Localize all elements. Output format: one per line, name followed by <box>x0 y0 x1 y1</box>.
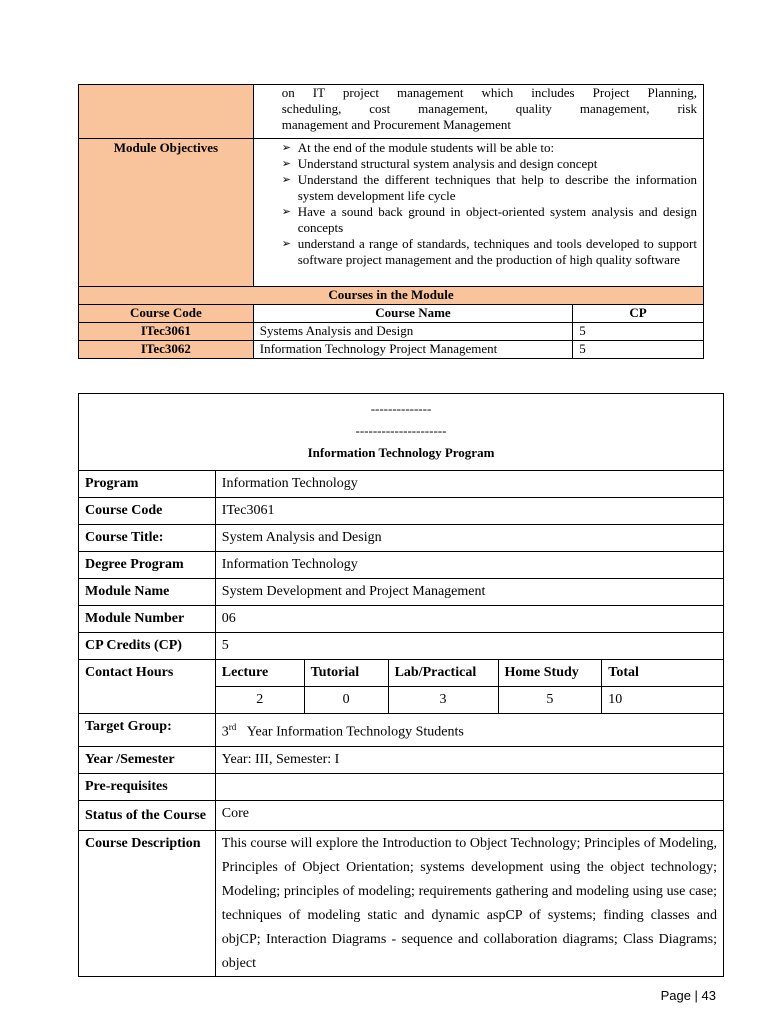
objective-item: ➢ understand a range of standards, techniques and tools developed to support software project management and the production of high quality software <box>281 236 697 267</box>
arrow-bullet-icon: ➢ <box>281 157 291 170</box>
intro-line: scheduling, cost management, quality management, risk <box>281 101 697 116</box>
info-row <box>79 773 724 800</box>
courses-heading: Courses in the Module <box>79 287 704 305</box>
info-row <box>79 746 724 773</box>
objectives-label: Module Objectives <box>79 139 254 287</box>
contact-hours-col: Home Study <box>498 660 602 687</box>
objectives-list <box>282 140 697 268</box>
row-value: Information Technology <box>215 471 723 498</box>
contact-hours-value: 0 <box>304 687 388 714</box>
contact-hours-col: Tutorial <box>304 660 388 687</box>
contact-hours-value: 10 <box>602 687 724 714</box>
objective-item: ➢ Understand structural system analysis and design concept <box>281 156 598 171</box>
header-dashes: -------------- <box>370 401 432 416</box>
info-row <box>79 471 724 498</box>
row-value: System Development and Project Management <box>215 579 723 606</box>
course-name: Information Technology Project Management <box>253 341 572 359</box>
row-key: Module Number <box>79 606 216 633</box>
info-row <box>79 606 724 633</box>
program-title: Information Technology Program <box>307 445 495 460</box>
course-code: ITec3061 <box>79 323 254 341</box>
intro-line: on IT project management which includes Project Planning, <box>281 85 697 100</box>
course-row <box>79 341 704 359</box>
row-value: ITec3061 <box>215 498 723 525</box>
info-row <box>79 525 724 552</box>
row-key: Target Group: <box>79 714 216 747</box>
target-group-value: 3rd Year Information Technology Students <box>215 714 723 747</box>
objectives-cell <box>253 139 703 287</box>
module-intro <box>253 85 703 139</box>
row-key: Degree Program <box>79 552 216 579</box>
contact-hours-value: 2 <box>215 687 304 714</box>
course-description: This course will explore the Introduction to Object Technology; Principles of Modeling, Principles of Object Orientation; systems development using the object technology; Modeling; principles of modeling; requirements gathering and modeling using use case; techniques of modeling static and dynamic aspCP of systems; finding classes and objCP; Interaction Diagrams - sequence and collaboration diagrams; Class Diagrams; object <box>215 830 723 976</box>
info-row <box>79 498 724 525</box>
row-value <box>215 773 723 800</box>
contact-hours-label: Contact Hours <box>79 660 216 714</box>
page-number: Page | 43 <box>660 988 716 1003</box>
course-row <box>79 323 704 341</box>
course-header <box>79 394 724 471</box>
contact-hours-col: Total <box>602 660 724 687</box>
row-key: Pre-requisites <box>79 773 216 800</box>
row-value: Information Technology <box>215 552 723 579</box>
info-row <box>79 579 724 606</box>
col-header-code: Course Code <box>79 305 254 323</box>
row-key: Course Description <box>79 830 216 976</box>
arrow-bullet-icon: ➢ <box>281 141 291 154</box>
row-value: 5 <box>215 633 723 660</box>
contact-hours-header-row <box>79 660 724 687</box>
row-key: CP Credits (CP) <box>79 633 216 660</box>
contact-hours-col: Lab/Practical <box>388 660 498 687</box>
module-table <box>78 84 704 359</box>
info-row <box>79 800 724 830</box>
row-value: Core <box>215 800 723 830</box>
row-value: 06 <box>215 606 723 633</box>
row-value: Year: III, Semester: I <box>215 746 723 773</box>
objective-item: ➢ Understand the different techniques that help to describe the information system development life cycle <box>281 172 697 203</box>
course-cp: 5 <box>573 341 704 359</box>
objective-item: ➢ Have a sound back ground in object-oriented system analysis and design concepts <box>281 204 697 235</box>
arrow-bullet-icon: ➢ <box>281 173 291 186</box>
course-detail-table <box>78 393 724 977</box>
info-row <box>79 830 724 976</box>
row-key: Module Name <box>79 579 216 606</box>
row-value: System Analysis and Design <box>215 525 723 552</box>
course-cp: 5 <box>573 323 704 341</box>
course-name: Systems Analysis and Design <box>253 323 572 341</box>
contact-hours-col: Lecture <box>215 660 304 687</box>
row-key: Status of the Course <box>79 800 216 830</box>
contact-hours-value: 3 <box>388 687 498 714</box>
course-code: ITec3062 <box>79 341 254 359</box>
arrow-bullet-icon: ➢ <box>281 205 291 218</box>
row-key: Year /Semester <box>79 746 216 773</box>
intro-label-cell <box>79 85 254 139</box>
col-header-name: Course Name <box>253 305 572 323</box>
header-dashes: --------------------- <box>355 423 447 438</box>
intro-line: management and Procurement Management <box>281 117 511 132</box>
arrow-bullet-icon: ➢ <box>281 237 291 250</box>
row-key: Program <box>79 471 216 498</box>
info-row <box>79 633 724 660</box>
col-header-cp: CP <box>573 305 704 323</box>
row-key: Course Code <box>79 498 216 525</box>
contact-hours-value: 5 <box>498 687 602 714</box>
info-row <box>79 552 724 579</box>
row-key: Course Title: <box>79 525 216 552</box>
objective-item: ➢ At the end of the module students will be able to: <box>281 140 555 155</box>
info-row <box>79 714 724 747</box>
